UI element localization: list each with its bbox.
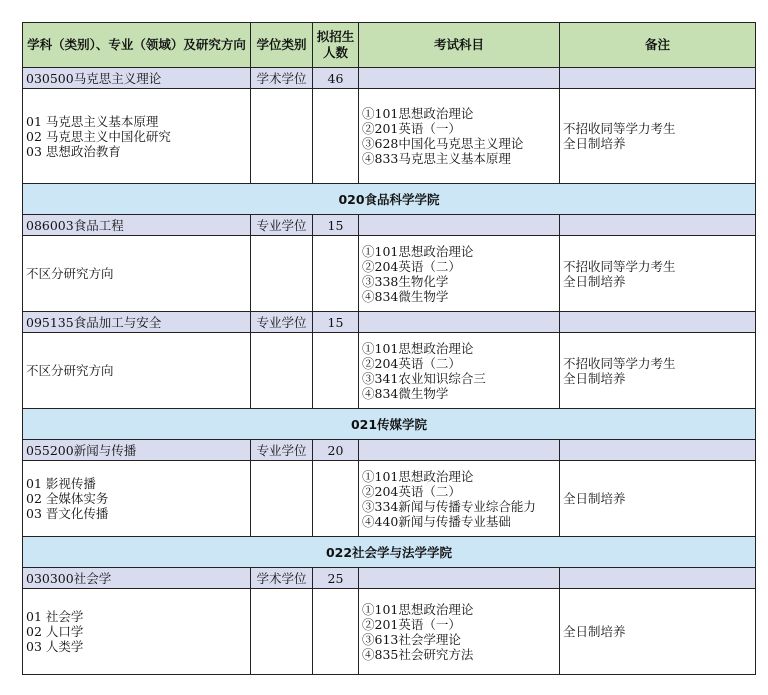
subject-item: ④440新闻与传播专业基础 xyxy=(362,513,511,529)
subject-item: ②204英语（二） xyxy=(362,483,461,499)
direction-item: 01 社会学 xyxy=(26,609,84,624)
subject-item: ②204英语（二） xyxy=(362,355,461,371)
empty-cell xyxy=(313,333,359,409)
subject-item: ③334新闻与传播专业综合能力 xyxy=(362,498,536,514)
admissions-table xyxy=(22,22,756,675)
degree-type: 专业学位 xyxy=(251,440,313,461)
subject-item: ③341农业知识综合三 xyxy=(362,370,486,386)
enrollment-count: 15 xyxy=(313,215,359,236)
direction-item: 01 马克思主义基本原理 xyxy=(26,113,159,129)
empty-cell xyxy=(251,333,313,409)
empty-cell xyxy=(251,461,313,537)
subject-item: ③628中国化马克思主义理论 xyxy=(362,136,524,151)
program-name: 055200新闻与传播 xyxy=(23,440,251,461)
subject-item: ②201英语（一） xyxy=(362,121,461,136)
degree-type: 学术学位 xyxy=(251,68,313,89)
remark-item: 全日制培养 xyxy=(563,370,626,386)
program-name: 030300社会学 xyxy=(23,568,251,589)
section-row xyxy=(23,184,756,215)
empty-cell xyxy=(359,312,560,333)
subject-item: ④834微生物学 xyxy=(362,288,449,304)
table-body xyxy=(23,23,756,675)
empty-cell xyxy=(251,236,313,312)
degree-type: 学术学位 xyxy=(251,568,313,589)
direction-item: 02 全媒体实务 xyxy=(26,491,109,506)
exam-subjects xyxy=(359,461,560,537)
remarks xyxy=(560,461,756,537)
remark-item: 不招收同等学力考生 xyxy=(563,121,676,136)
remark-item: 不招收同等学力考生 xyxy=(563,355,676,371)
section-row xyxy=(23,409,756,440)
table-header-row xyxy=(23,23,756,68)
direction-item: 02 马克思主义中国化研究 xyxy=(26,128,171,144)
section-title: 022社会学与法学学院 xyxy=(23,537,756,568)
research-directions xyxy=(23,236,251,312)
research-directions xyxy=(23,89,251,184)
subject-item: ③338生物化学 xyxy=(362,273,449,289)
direction-item: 03 人类学 xyxy=(26,639,84,654)
remarks xyxy=(560,236,756,312)
section-title: 020食品科学学院 xyxy=(23,184,756,215)
direction-item: 01 影视传播 xyxy=(26,476,96,491)
detail-row xyxy=(23,236,756,312)
program-row xyxy=(23,68,756,89)
program-name: 086003食品工程 xyxy=(23,215,251,236)
empty-cell xyxy=(313,236,359,312)
exam-subjects xyxy=(359,236,560,312)
empty-cell xyxy=(359,568,560,589)
subject-item: ②204英语（二） xyxy=(362,258,461,274)
subject-item: ②201英语（一） xyxy=(362,616,461,632)
remark-item: 全日制培养 xyxy=(563,624,626,639)
degree-type: 专业学位 xyxy=(251,215,313,236)
detail-row xyxy=(23,89,756,184)
header-notes: 备注 xyxy=(560,23,756,68)
empty-cell xyxy=(313,461,359,537)
direction-item: 03 思想政治教育 xyxy=(26,143,121,159)
program-row xyxy=(23,312,756,333)
header-degree-type: 学位类别 xyxy=(251,23,313,68)
subject-item: ①101思想政治理论 xyxy=(362,468,474,484)
detail-row xyxy=(23,333,756,409)
remark-item: 全日制培养 xyxy=(563,491,626,506)
remarks xyxy=(560,333,756,409)
detail-row xyxy=(23,461,756,537)
subject-item: ①101思想政治理论 xyxy=(362,340,474,356)
enrollment-count: 25 xyxy=(313,568,359,589)
empty-cell xyxy=(560,440,756,461)
detail-row xyxy=(23,589,756,675)
subject-item: ①101思想政治理论 xyxy=(362,106,474,121)
section-title: 021传媒学院 xyxy=(23,409,756,440)
subject-item: ①101思想政治理论 xyxy=(362,243,474,259)
remarks xyxy=(560,89,756,184)
program-name: 095135食品加工与安全 xyxy=(23,312,251,333)
empty-cell xyxy=(251,89,313,184)
header-exam-subjects: 考试科目 xyxy=(359,23,560,68)
empty-cell xyxy=(313,589,359,675)
direction-item: 02 人口学 xyxy=(26,624,84,639)
subject-item: ④833马克思主义基本原理 xyxy=(362,151,511,166)
remark-item: 不招收同等学力考生 xyxy=(563,258,676,274)
program-row xyxy=(23,440,756,461)
section-row xyxy=(23,537,756,568)
empty-cell xyxy=(359,215,560,236)
subject-item: ④835社会研究方法 xyxy=(362,646,474,662)
degree-type: 专业学位 xyxy=(251,312,313,333)
enrollment-count: 46 xyxy=(313,68,359,89)
enrollment-count: 15 xyxy=(313,312,359,333)
empty-cell xyxy=(251,589,313,675)
remark-item: 全日制培养 xyxy=(563,136,626,151)
enrollment-count: 20 xyxy=(313,440,359,461)
remark-item: 全日制培养 xyxy=(563,273,626,289)
exam-subjects xyxy=(359,89,560,184)
empty-cell xyxy=(359,68,560,89)
direction-item: 不区分研究方向 xyxy=(26,266,114,281)
direction-item: 03 晋文化传播 xyxy=(26,506,109,521)
remarks xyxy=(560,589,756,675)
subject-item: ③613社会学理论 xyxy=(362,631,461,647)
research-directions xyxy=(23,461,251,537)
exam-subjects xyxy=(359,333,560,409)
program-row xyxy=(23,568,756,589)
direction-item: 不区分研究方向 xyxy=(26,363,114,378)
research-directions xyxy=(23,589,251,675)
empty-cell xyxy=(560,568,756,589)
empty-cell xyxy=(560,312,756,333)
empty-cell xyxy=(313,89,359,184)
empty-cell xyxy=(560,215,756,236)
header-enrollment: 拟招生人数 xyxy=(313,23,359,68)
empty-cell xyxy=(359,440,560,461)
program-name: 030500马克思主义理论 xyxy=(23,68,251,89)
program-row xyxy=(23,215,756,236)
empty-cell xyxy=(560,68,756,89)
research-directions xyxy=(23,333,251,409)
exam-subjects xyxy=(359,589,560,675)
subject-item: ④834微生物学 xyxy=(362,385,449,401)
header-discipline: 学科（类别）、专业（领域）及研究方向 xyxy=(23,23,251,68)
subject-item: ①101思想政治理论 xyxy=(362,601,474,617)
